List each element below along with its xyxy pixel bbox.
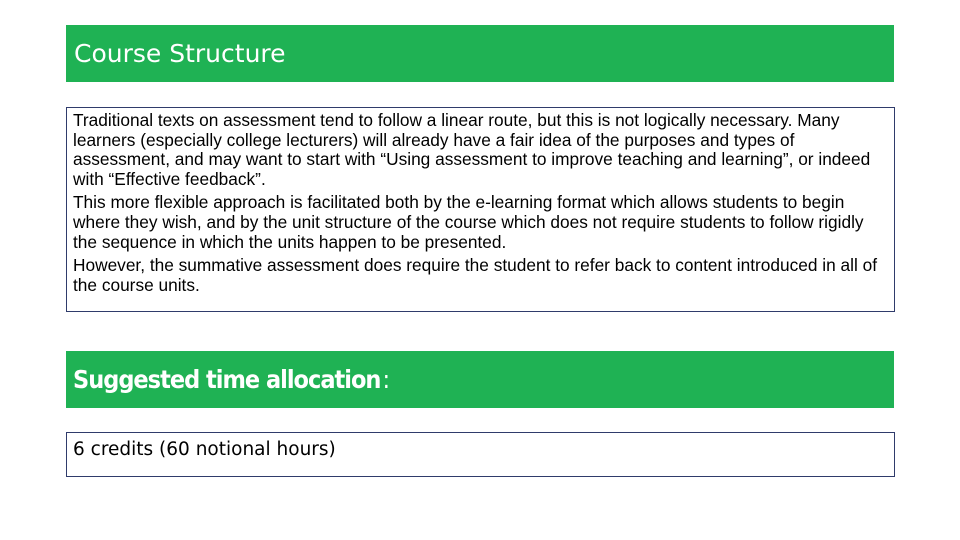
credits-text: 6 credits (60 notional hours)	[73, 439, 336, 460]
course-structure-heading	[66, 25, 894, 82]
course-structure-textbox	[66, 107, 895, 312]
paragraph-linear-route: Traditional texts on assessment tend to follow a linear route, but this is not logically necessary. Many learners (especially college lecturers) will already have a fair idea of the purposes and types of assessment, and may want to start with “Using assessment to improve teaching and learning”, or indeed with “Effective feedback”.	[73, 110, 871, 189]
time-allocation-textbox	[66, 432, 895, 477]
paragraph-summative-assessment: However, the summative assessment does require the student to refer back to content introduced in all of the course units.	[73, 255, 878, 295]
time-allocation-heading	[66, 351, 894, 408]
time-allocation-title: Suggested time allocation	[73, 365, 381, 394]
course-structure-title: Course Structure	[74, 39, 286, 68]
time-allocation-colon: :	[382, 365, 390, 394]
paragraph-flexible-approach: This more flexible approach is facilitated both by the e-learning format which allows students to begin where they wish, and by the unit structure of the course which does not require students to follow rigidly the sequence in which the units happen to be presented.	[73, 192, 864, 252]
